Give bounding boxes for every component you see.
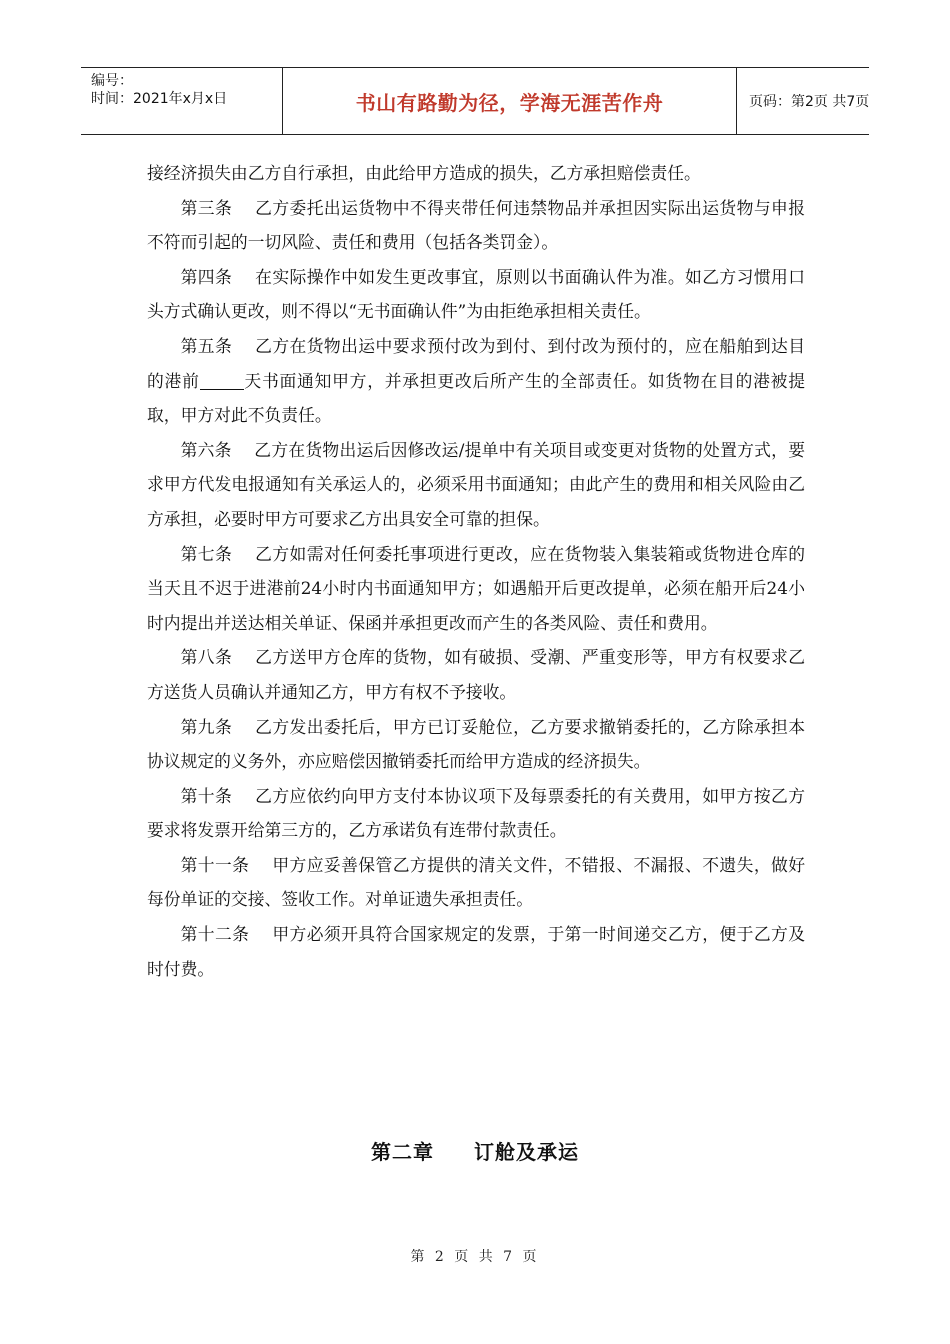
article-5-text-after: 天书面通知甲方，并承担更改后所产生的全部责任。如货物在目的港被提取，甲方对此不负责任。 bbox=[147, 370, 805, 426]
page-footer: 第 2 页 共 7 页 bbox=[410, 1249, 540, 1265]
header-page-info: 页码：第2页 共7页 bbox=[749, 94, 870, 110]
chapter-number: 第二章 bbox=[371, 1140, 434, 1164]
header-motto: 书山有路勤为径，学海无涯苦作舟 bbox=[283, 68, 737, 134]
document-header bbox=[81, 67, 869, 135]
article-5 bbox=[147, 329, 805, 433]
chapter-heading bbox=[0, 1136, 950, 1165]
document-date: 时间：2021年x月x日 bbox=[91, 91, 228, 107]
article-3: 第三条 乙方委托出运货物中不得夹带任何违禁物品并承担因实际出运货物与申报不符而引起的一切风险、责任和费用（包括各类罚金）。 bbox=[147, 197, 805, 253]
article-9: 第九条 乙方发出委托后，甲方已订妥舱位，乙方要求撤销委托的，乙方除承担本协议规定的义务外，亦应赔偿因撤销委托而给甲方造成的经济损失。 bbox=[147, 716, 805, 772]
article-12: 第十二条 甲方必须开具符合国家规定的发票，于第一时间递交乙方，便于乙方及时付费。 bbox=[147, 924, 805, 979]
header-left-cell bbox=[81, 68, 283, 134]
fill-in-blank bbox=[200, 371, 244, 390]
article-7: 第七条 乙方如需对任何委托事项进行更改，应在货物装入集装箱或货物进仓库的当天且不迟于进港前24小时内书面通知甲方；如遇船开后更改提单，必须在船开后24小时内提出并送达相关单证、保函并承担更改而产生的各类风险、责任和费用。 bbox=[147, 543, 805, 633]
article-11: 第十一条 甲方应妥善保管乙方提供的清关文件，不错报、不漏报、不遗失，做好每份单证的交接、签收工作。对单证遗失承担责任。 bbox=[147, 854, 805, 910]
chapter-title: 订舱及承运 bbox=[474, 1140, 579, 1164]
article-8: 第八条 乙方送甲方仓库的货物，如有破损、受潮、严重变形等，甲方有权要求乙方送货人员确认并通知乙方，甲方有权不予接收。 bbox=[147, 647, 805, 702]
article-10: 第十条 乙方应依约向甲方支付本协议项下及每票委托的有关费用，如甲方按乙方要求将发票开给第三方的，乙方承诺负有连带付款责任。 bbox=[147, 785, 805, 841]
document-body bbox=[147, 156, 805, 986]
article-6: 第六条 乙方在货物出运后因修改运/提单中有关项目或变更对货物的处置方式，要求甲方代发电报通知有关承运人的，必须采用书面通知；由此产生的费用和相关风险由乙方承担，必要时甲方可要求乙方出具安全可靠的担保。 bbox=[147, 439, 805, 529]
article-4: 第四条 在实际操作中如发生更改事宜，原则以书面确认件为准。如乙方习惯用口头方式确认更改，则不得以“无书面确认件”为由拒绝承担相关责任。 bbox=[147, 266, 805, 322]
article-5-text-before: 第五条 乙方在货物出运中要求预付改为到付、到付改为预付的，应在船舶到达目的港前 bbox=[147, 335, 805, 391]
paragraph-continued: 接经济损失由乙方自行承担，由此给甲方造成的损失，乙方承担赔偿责任。 bbox=[147, 163, 701, 183]
document-number-label: 编号： bbox=[91, 73, 133, 89]
